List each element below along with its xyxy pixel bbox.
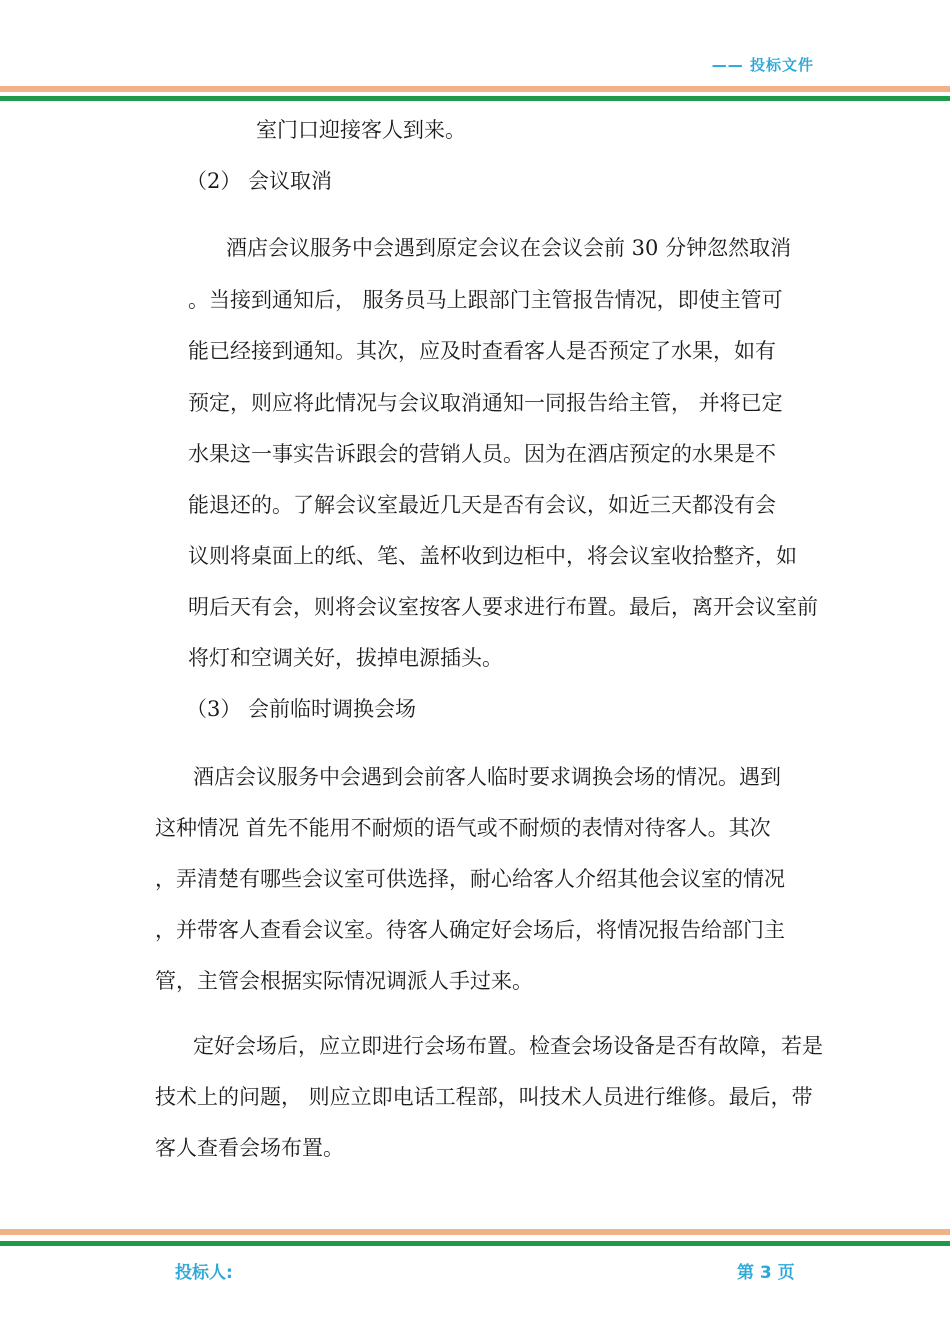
text-line: 室门口迎接客人到来。 <box>256 118 466 142</box>
text-line: 酒店会议服务中会遇到会前客人临时要求调换会场的情况。遇到 <box>193 765 781 789</box>
footer-band-top <box>0 1229 950 1235</box>
text-line: 。当接到通知后， 服务员马上跟部门主管报告情况，即使主管可 <box>188 288 783 312</box>
text-line: ，并带客人查看会议室。待客人确定好会场后，将情况报告给部门主 <box>155 918 785 942</box>
footer-band-bottom <box>0 1241 950 1246</box>
text-line: 技术上的问题， 则应立即电话工程部，叫技术人员进行维修。最后，带 <box>155 1085 813 1109</box>
footer-bidder-label: 投标人: <box>175 1263 233 1283</box>
text-line: 明后天有会，则将会议室按客人要求进行布置。最后，离开会议室前 <box>188 595 818 619</box>
text-line: 管，主管会根据实际情况调派人手过来。 <box>155 969 533 993</box>
footer-page-number: 第 3 页 <box>737 1263 795 1283</box>
section-heading: （2） 会议取消 <box>186 169 333 193</box>
header-band-bottom <box>0 96 950 101</box>
text-line: 客人查看会场布置。 <box>155 1136 344 1160</box>
text-line: 能退还的。了解会议室最近几天是否有会议，如近三天都没有会 <box>188 493 776 517</box>
text-line: 酒店会议服务中会遇到原定会议在会议会前 30 分钟忽然取消 <box>226 236 792 260</box>
text-line: 能已经接到通知。其次，应及时查看客人是否预定了水果，如有 <box>188 339 776 363</box>
text-line: 议则将桌面上的纸、笔、盖杯收到边柜中，将会议室收拾整齐，如 <box>188 544 797 568</box>
text-line: ，弄清楚有哪些会议室可供选择，耐心给客人介绍其他会议室的情况 <box>155 867 785 891</box>
text-line: 预定，则应将此情况与会议取消通知一同报告给主管， 并将已定 <box>188 391 783 415</box>
text-line: 水果这一事实告诉跟会的营销人员。因为在酒店预定的水果是不 <box>188 442 776 466</box>
header-band-top <box>0 86 950 92</box>
section-heading: （3） 会前临时调换会场 <box>186 697 417 721</box>
text-line: 这种情况 首先不能用不耐烦的语气或不耐烦的表情对待客人。其次 <box>155 816 771 840</box>
header-title: —— 投标文件 <box>711 56 814 74</box>
text-line: 将灯和空调关好，拔掉电源插头。 <box>188 646 503 670</box>
text-line: 定好会场后，应立即进行会场布置。检查会场设备是否有故障，若是 <box>193 1034 823 1058</box>
